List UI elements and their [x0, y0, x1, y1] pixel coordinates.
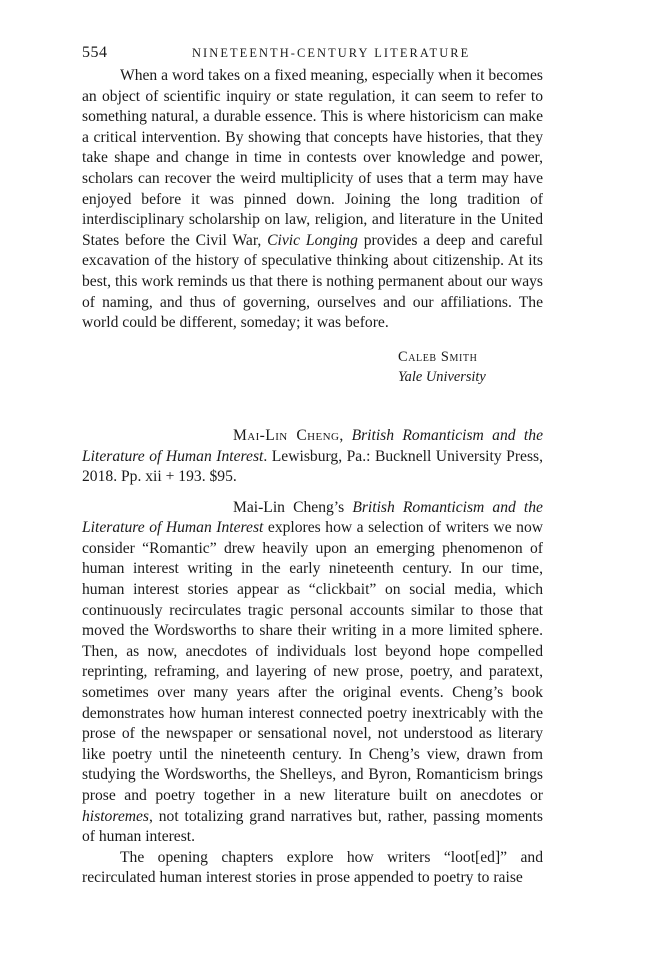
previous-review-closing-paragraph [82, 66, 543, 334]
italic-title: British Romanticism and the Literature of Human Interest [82, 498, 543, 537]
review-heading [82, 426, 543, 488]
italic-title: British Romanticism and the Literature of Human Interest [82, 426, 543, 465]
reviewer-signature [398, 347, 543, 388]
reviewer-affiliation: Yale University [398, 369, 486, 386]
book-citation [82, 426, 543, 488]
text-run: Mai-Lin Cheng’s [233, 498, 353, 516]
body-text [82, 66, 543, 889]
text-run: provides a deep and careful excavation of the history of speculative thinking about citizenship. At its best, this work reminds us that there is nothing permanent about our ways of naming, and thus of governing, ourselves and our affiliations. The world could be different, someday; it was before. [82, 231, 543, 332]
text-run: . Lewisburg, Pa.: Bucknell University Press, 2018. Pp. xii + 193. $95. [82, 447, 543, 486]
reviewer-name: Caleb Smith [398, 348, 478, 365]
italic-title: historemes [82, 807, 149, 825]
review-body [82, 498, 543, 889]
italic-title: Civic Longing [267, 231, 358, 249]
running-head [82, 44, 543, 66]
text-run: When a word takes on a fixed meaning, especially when it becomes an object of scientific inquiry or state regulation, it can seem to refer to something natural, a durable essence. This is where historicism can make a critical intervention. By showing that concepts have histories, that they take shape and change in time in contests over knowledge and power, scholars can recover the weird multiplicity of uses that a term may have enjoyed before it was pinned down. Joining the long tradition of interdisciplinary scholarship on law, religion, and literature in the United States before the Civil War, [82, 67, 543, 249]
page-number: 554 [82, 44, 108, 61]
author-name: Mai-Lin Cheng [233, 426, 340, 444]
text-run: , [339, 426, 352, 444]
review-paragraph [82, 848, 543, 889]
text-run: , not totalizing grand narratives but, rather, passing moments of human interest. [82, 807, 543, 846]
page-content [82, 44, 543, 889]
text-run: The opening chapters explore how writers “loot[ed]” and recirculated human interest stories in prose appended to poetry to raise [82, 848, 543, 887]
journal-title: NINETEENTH-CENTURY LITERATURE [192, 46, 471, 60]
review-paragraph [82, 498, 543, 848]
text-run: explores how a selection of writers we now consider “Romantic” drew heavily upon an emerging phenomenon of human interest writing in the early nineteenth century. In our time, human interest stories appear as “clickbait” on social media, which continuously recirculates tragic personal accounts similar to those that moved the Wordsworths to share their writing in a more limited sphere. Then, as now, anecdotes of individuals lost beyond hope compelled reprinting, reframing, and layering of new prose, poetry, and paratext, sometimes over many years after the original events. Cheng’s book demonstrates how human interest connected poetry inextricably with the prose of the newspaper or sensational novel, not understood as literary like poetry until the nineteenth century. In Cheng’s view, drawn from studying the Wordsworths, the Shelleys, and Byron, Romanticism brings prose and poetry together in a new literature built on anecdotes or [82, 519, 543, 804]
